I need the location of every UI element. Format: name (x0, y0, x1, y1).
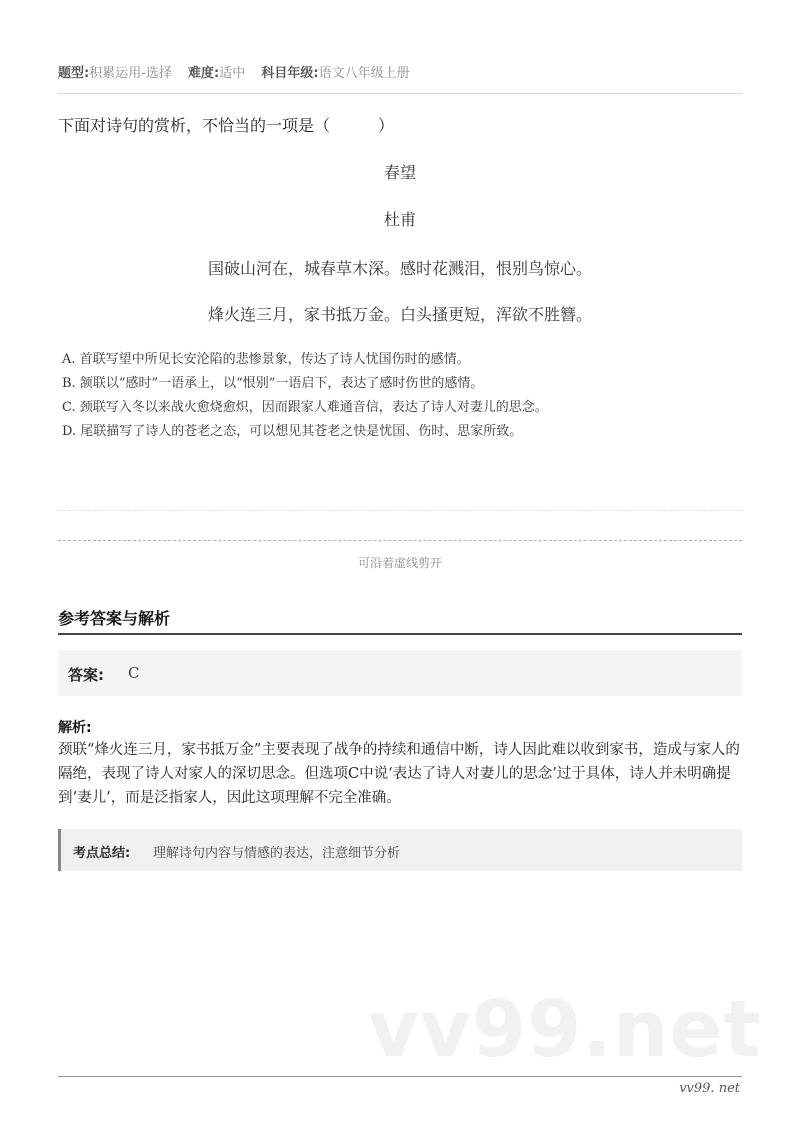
question-stem: 下面对诗句的赏析，不恰当的一项是（ ） (58, 116, 395, 135)
grade-value: 语文八年级上册 (318, 66, 410, 81)
analysis-text: 颈联“烽火连三月，家书抵万金”主要表现了战争的持续和通信中断，诗人因此难以收到家书，造成与家人的隔绝，表现了诗人对家人的深切思念。但选项C中说‘表达了诗人对妻儿的思念’过于具体，诗人并未明确提到‘妻儿’，而是泛指家人，因此这项理解不完全准确。 (58, 742, 740, 806)
heading-rule (58, 633, 742, 635)
meta-divider (58, 93, 742, 94)
answer-box (58, 650, 742, 696)
answer-label: 答案: (68, 666, 104, 684)
difficulty-label: 难度: (188, 66, 220, 81)
option-d: D. 尾联描写了诗人的苍老之态，可以想见其苍老之快是忧国、伤时、思家所致。 (62, 424, 523, 439)
poem-title: 春望 (383, 163, 416, 182)
option-a: A. 首联写望中所见长安沦陷的悲惨景象，传达了诗人忧国伤时的感情。 (62, 352, 470, 367)
summary-text: 理解诗句内容与情感的表达，注意细节分析 (153, 846, 401, 861)
poem-line: 国破山河在，城春草木深。感时花溅泪，恨别鸟惊心。 (207, 259, 592, 278)
analysis-label: 解析: (58, 720, 92, 736)
poem-author: 杜甫 (383, 210, 416, 229)
footer-rule (58, 1076, 742, 1077)
light-dashed-divider (58, 510, 742, 511)
option-c: C. 颈联写入冬以来战火愈烧愈炽，因而跟家人难通音信，表达了诗人对妻儿的思念。 (62, 400, 548, 415)
poem-line: 烽火连三月，家书抵万金。白头搔更短，浑欲不胜簪。 (207, 305, 592, 324)
difficulty-value: 适中 (219, 66, 246, 81)
type-label: 题型: (58, 66, 90, 81)
footer-site-label: vv99. net (679, 1081, 740, 1096)
key-point-summary-box (58, 829, 742, 871)
answer-options (62, 348, 548, 444)
cut-hint: 可沿着虚线剪开 (357, 556, 442, 570)
grade-label: 科目年级: (261, 66, 319, 81)
cut-dashed-line (58, 540, 742, 541)
answer-value: C (128, 664, 140, 682)
option-b: B. 颔联以“感时”一语承上，以“恨别”一语启下，表达了感时伤世的感情。 (62, 376, 484, 391)
type-value: 积累运用-选择 (89, 66, 172, 81)
answer-section-heading: 参考答案与解析 (58, 609, 171, 628)
summary-label: 考点总结: (73, 846, 131, 861)
question-meta-bar (58, 62, 422, 81)
watermark: vv99.net (368, 985, 762, 1075)
